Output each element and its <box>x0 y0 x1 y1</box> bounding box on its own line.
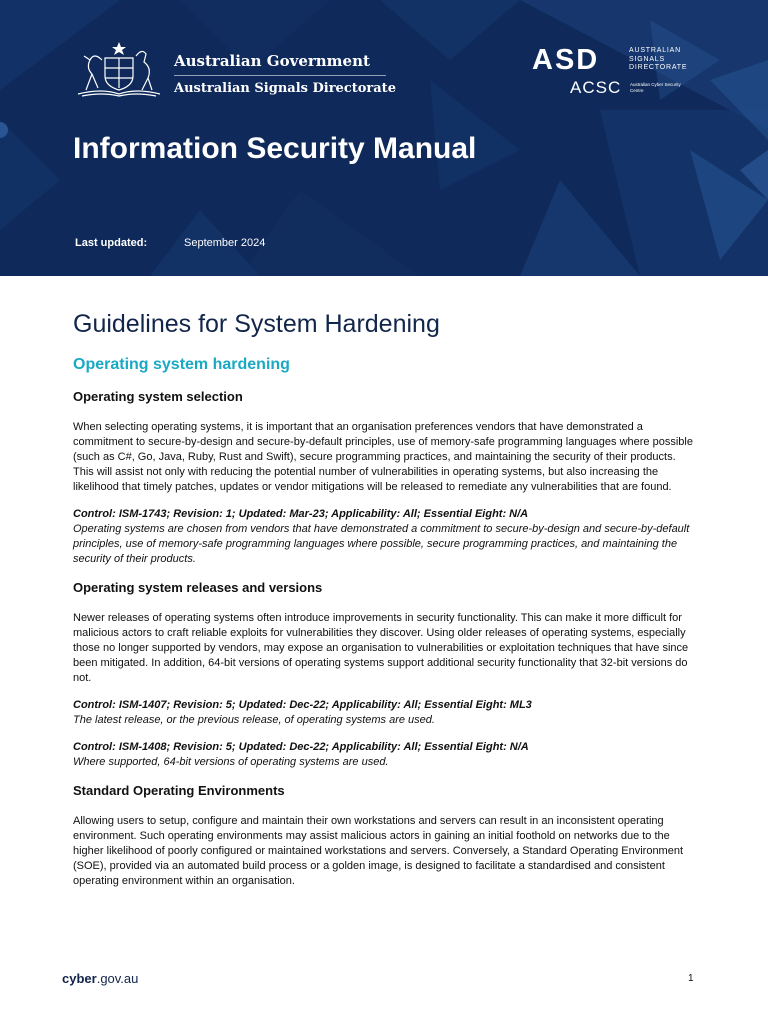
document-body <box>73 306 697 901</box>
government-name: Australian Government <box>174 52 370 70</box>
footer-site-bold: cyber <box>62 971 97 986</box>
footer-site-rest: .gov.au <box>96 971 139 986</box>
department-name: Australian Signals Directorate <box>174 81 396 96</box>
control-text: The latest release, or the previous release, of operating systems are used. <box>73 714 435 726</box>
footer-website-link[interactable] <box>62 971 138 986</box>
acsc-logo-letters: ACSC <box>570 78 622 97</box>
section-title: Operating system hardening <box>73 356 290 373</box>
control-heading: Control: ISM-1743; Revision: 1; Updated: Mar-23; Applicability: All; Essential Eight: N/A <box>73 508 529 520</box>
subsection-paragraph: Newer releases of operating systems often introduce improvements in security functionality. This can make it more difficult for malicious actors to craft reliable exploits for vulnerabilities they discover. Using older releases of operating systems, especially those no longer supported by vendors, may expose an organisation to vulnerabilities or exploitation techniques that have since been mitigated. In addition, 64-bit versions of operating systems support additional security functionality that 32-bit versions do not. <box>73 612 689 684</box>
asd-acsc-logo <box>532 44 702 100</box>
control-block <box>73 740 697 770</box>
control-heading: Control: ISM-1408; Revision: 5; Updated: Dec-22; Applicability: All; Essential Eight: N/A <box>73 741 529 753</box>
page-number: 1 <box>688 973 694 984</box>
control-block <box>73 698 697 728</box>
subsection-title: Operating system selection <box>73 389 243 404</box>
control-text: Operating systems are chosen from vendors that have demonstrated a commitment to secure-by-design and secure-by-default principles, use of memory-safe programming languages where possible, secure programming practices, and maintaining the security of their products. <box>73 523 690 565</box>
subsection-paragraph: When selecting operating systems, it is important that an organisation preferences vendors that have demonstrated a commitment to secure-by-design and secure-by-default principles, use of memory-safe programming languages where possible (such as C#, Go, Java, Ruby, Rust and Swift), secure programming practices, and maintaining the security of their products. This will assist not only with reducing the potential number of vulnerabilities in operating systems, but also increasing the likelihood that timely patches, updates or vendor mitigations will be released to remediate any vulnerabilities that are found. <box>73 421 693 493</box>
acsc-logo-subtitle: Australian Cyber Security Centre <box>630 82 681 93</box>
control-text: Where supported, 64-bit versions of operating systems are used. <box>73 756 389 768</box>
asd-logo-letters: ASD <box>532 44 600 76</box>
document-title: Information Security Manual <box>73 132 477 165</box>
last-updated-label: Last updated: <box>75 237 148 249</box>
subsection-title: Operating system releases and versions <box>73 580 323 595</box>
coat-of-arms-icon <box>72 38 166 100</box>
government-divider <box>174 75 386 76</box>
control-heading: Control: ISM-1407; Revision: 5; Updated: Dec-22; Applicability: All; Essential Eight: ML3 <box>73 699 532 711</box>
asd-logo-subtitle: AUSTRALIAN SIGNALS DIRECTORATE <box>629 47 688 71</box>
subsection-title: Standard Operating Environments <box>73 783 285 798</box>
subsection-paragraph: Allowing users to setup, configure and maintain their own workstations and servers can result in an inconsistent operating environment. Such operating environments may assist malicious actors in gaining an initial foothold on networks due to the higher likelihood of poorly configured or maintained workstations and servers. Conversely, a Standard Operating Environment (SOE), provided via an automated build process or a golden image, is designed to facilitate a standardised and consistent operating environment within an organisation. <box>73 815 684 887</box>
cover-header <box>0 0 768 276</box>
guidelines-title: Guidelines for System Hardening <box>73 310 440 338</box>
control-block <box>73 507 697 567</box>
last-updated-value: September 2024 <box>184 237 266 249</box>
